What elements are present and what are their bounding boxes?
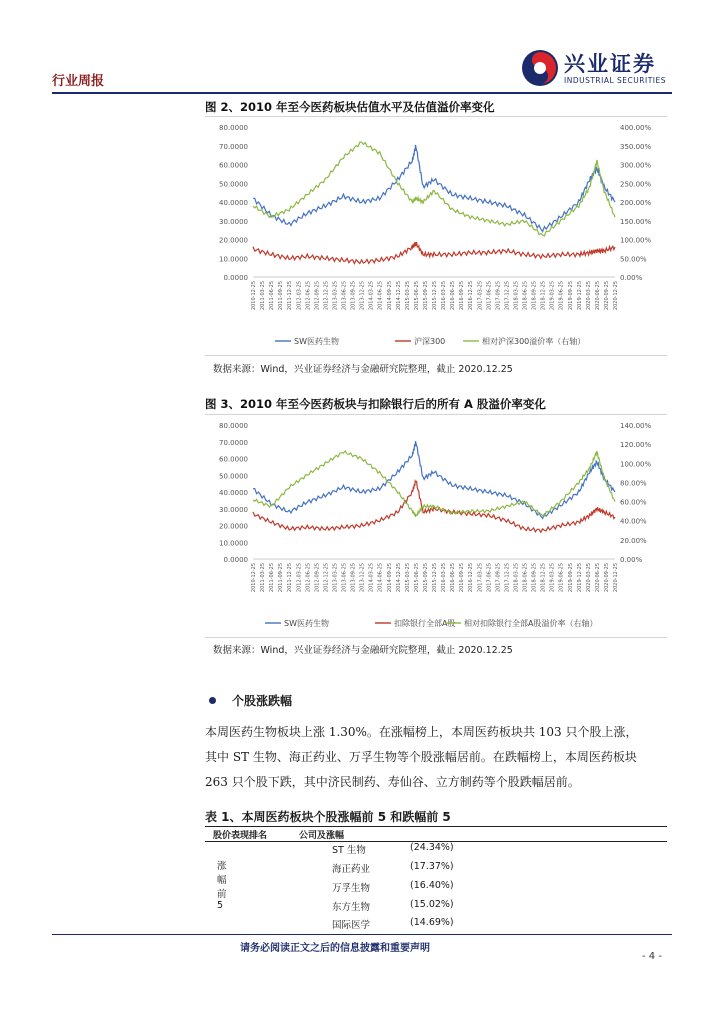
legend-entry: 扣除银行全部A股 [394, 619, 456, 628]
legend-entry: 沪深300 [414, 337, 446, 346]
footer-divider [52, 934, 672, 935]
table-header [205, 826, 667, 842]
x-tick-label: 2014-03-25 [368, 563, 375, 593]
x-tick-label: 2012-06-25 [305, 563, 312, 593]
x-tick-label: 2012-12-25 [323, 563, 330, 593]
footer-disclaimer: 请务必阅读正文之后的信息披露和重要声明 [240, 943, 430, 954]
legend-entry: SW医药生物 [284, 619, 329, 628]
y2-tick-label: 40.00% [620, 517, 647, 526]
x-tick-label: 2015-09-25 [422, 281, 429, 311]
x-tick-label: 2014-12-25 [395, 281, 402, 311]
table-row-value: (15.02%) [410, 899, 454, 910]
y2-tick-label: 150.00% [620, 217, 652, 226]
table-row-value: (14.69%) [410, 917, 454, 928]
x-tick-label: 2016-03-25 [441, 281, 448, 311]
y-tick-label: 50.0000 [219, 472, 248, 481]
x-tick-label: 2019-12-25 [576, 563, 583, 593]
legend-entry: 相对沪深300溢价率（右轴） [482, 337, 586, 346]
x-tick-label: 2015-09-25 [422, 563, 429, 593]
x-tick-label: 2018-09-25 [531, 281, 538, 311]
x-tick-label: 2012-06-25 [305, 281, 312, 311]
y-tick-label: 70.0000 [219, 438, 248, 447]
y-tick-label: 30.0000 [219, 217, 248, 226]
x-tick-label: 2017-12-25 [504, 281, 511, 311]
table-row-name: 国际医学 [332, 920, 371, 931]
x-tick-label: 2017-06-25 [486, 563, 493, 593]
table-row-name: 东方生物 [332, 902, 371, 913]
x-tick-label: 2015-12-25 [432, 281, 438, 311]
figure-2-svg [205, 117, 667, 355]
y2-tick-label: 50.00% [620, 255, 647, 264]
table-row-name: 万孚生物 [332, 883, 371, 894]
y2-tick-label: 300.00% [620, 161, 652, 170]
x-tick-label: 2019-12-25 [576, 281, 583, 311]
x-tick-label: 2013-09-25 [350, 281, 357, 311]
x-tick-label: 2010-12-25 [251, 563, 257, 593]
y-tick-label: 0.0000 [223, 556, 248, 564]
y2-tick-label: 80.00% [620, 479, 647, 488]
x-tick-label: 2012-03-25 [296, 563, 303, 593]
x-tick-label: 2018-12-25 [540, 281, 547, 311]
x-tick-label: 2011-12-25 [287, 281, 294, 311]
legend-entry: SW医药生物 [294, 337, 339, 346]
x-tick-label: 2012-12-25 [323, 281, 330, 311]
y-tick-label: 20.0000 [219, 522, 248, 531]
col-header-rank: 股价表现排名 [213, 831, 268, 841]
x-tick-label: 2016-03-25 [441, 563, 448, 593]
x-tick-label: 2016-12-25 [468, 281, 475, 311]
figure-2-source: 数据来源：Wind，兴业证券经济与金融研究院整理，截止 2020.12.25 [213, 364, 513, 375]
figure-3-title: 图 3、2010 年至今医药板块与扣除银行后的所有 A 股溢价率变化 [205, 397, 546, 411]
y2-tick-label: 350.00% [620, 142, 652, 151]
logo-en-text: INDUSTRIAL SECURITIES [564, 76, 666, 85]
y-tick-label: 80.0000 [219, 124, 248, 132]
y2-tick-label: 100.00% [620, 236, 652, 245]
x-tick-label: 2018-03-25 [513, 281, 520, 311]
x-tick-label: 2020-12-25 [613, 281, 619, 311]
y-tick-label: 10.0000 [219, 539, 248, 548]
x-tick-label: 2011-12-25 [287, 563, 294, 593]
logo-cn-text: 兴业证券 [564, 52, 656, 76]
page-number: - 4 - [642, 951, 662, 962]
x-tick-label: 2016-06-25 [450, 563, 457, 593]
y2-tick-label: 20.00% [620, 536, 647, 545]
x-tick-label: 2019-03-25 [549, 281, 556, 311]
table-row-name: ST 生物 [332, 845, 366, 856]
y2-tick-label: 60.00% [620, 498, 647, 507]
x-tick-label: 2015-03-25 [404, 563, 411, 593]
x-tick-label: 2016-12-25 [468, 563, 475, 593]
paragraph-line: 263 只个股下跌，其中济民制药、寿仙谷、立方制药等个股跌幅居前。 [205, 775, 580, 789]
figure-2-chart [205, 116, 667, 356]
y2-tick-label: 120.00% [620, 441, 652, 450]
y-tick-label: 10.0000 [219, 255, 248, 264]
y-tick-label: 60.0000 [219, 455, 248, 464]
figure-3-chart [205, 414, 667, 638]
x-tick-label: 2015-12-25 [432, 563, 438, 593]
y2-tick-label: 0.00% [620, 274, 643, 282]
x-tick-label: 2018-06-25 [522, 563, 529, 593]
section-bullet-icon [209, 697, 216, 704]
x-tick-label: 2011-09-25 [278, 563, 285, 593]
x-tick-label: 2014-06-25 [377, 563, 384, 593]
x-tick-label: 2013-12-25 [359, 281, 366, 311]
x-tick-label: 2014-03-25 [368, 281, 375, 311]
x-tick-label: 2017-06-25 [486, 281, 493, 311]
y2-tick-label: 100.00% [620, 460, 652, 469]
x-tick-label: 2019-03-25 [549, 563, 556, 593]
section-paragraph [205, 720, 667, 795]
y2-tick-label: 0.00% [620, 556, 643, 564]
x-tick-label: 2016-09-25 [459, 281, 466, 311]
x-tick-label: 2014-09-25 [386, 563, 393, 593]
y-tick-label: 30.0000 [219, 505, 248, 514]
header-divider [52, 92, 672, 94]
x-tick-label: 2013-03-25 [332, 563, 339, 593]
table-row-value: (24.34%) [410, 842, 454, 853]
y-tick-label: 70.0000 [219, 142, 248, 151]
gainers-table [205, 826, 667, 842]
table-row-value: (16.40%) [410, 880, 454, 891]
x-tick-label: 2015-06-25 [413, 281, 420, 311]
x-tick-label: 2016-09-25 [459, 563, 466, 593]
series-line [253, 145, 615, 232]
y2-tick-label: 400.00% [620, 124, 652, 132]
x-tick-label: 2011-06-25 [269, 563, 276, 593]
x-tick-label: 2014-12-25 [395, 563, 402, 593]
x-tick-label: 2020-03-25 [585, 281, 592, 311]
x-tick-label: 2019-09-25 [567, 281, 574, 311]
x-tick-label: 2017-03-25 [477, 281, 484, 311]
table-row-value: (17.37%) [410, 861, 454, 872]
x-tick-label: 2013-12-25 [359, 563, 366, 593]
x-tick-label: 2019-09-25 [567, 563, 574, 593]
x-tick-label: 2016-06-25 [450, 281, 457, 311]
x-tick-label: 2014-09-25 [386, 281, 393, 311]
x-tick-label: 2015-06-25 [413, 563, 420, 593]
x-tick-label: 2013-03-25 [332, 281, 339, 311]
x-tick-label: 2018-06-25 [522, 281, 529, 311]
x-tick-label: 2017-03-25 [477, 563, 484, 593]
col-header-company: 公司及涨幅 [299, 831, 345, 841]
x-tick-label: 2011-03-25 [260, 563, 267, 593]
series-line [253, 242, 615, 263]
legend-entry: 相对扣除银行全部A股溢价率（右轴） [464, 619, 598, 628]
y-tick-label: 40.0000 [219, 489, 248, 497]
x-tick-label: 2020-12-25 [613, 563, 619, 593]
y2-tick-label: 250.00% [620, 180, 652, 189]
x-tick-label: 2012-03-25 [296, 281, 303, 311]
y2-tick-label: 140.00% [620, 422, 652, 430]
x-tick-label: 2011-06-25 [269, 281, 276, 311]
x-tick-label: 2017-09-25 [495, 281, 502, 311]
y2-tick-label: 200.00% [620, 199, 652, 207]
x-tick-label: 2011-03-25 [260, 281, 267, 311]
x-tick-label: 2019-06-25 [558, 563, 565, 593]
y-tick-label: 20.0000 [219, 236, 248, 245]
x-tick-label: 2020-06-25 [594, 563, 601, 593]
y-tick-label: 80.0000 [219, 422, 248, 430]
x-tick-label: 2018-12-25 [540, 563, 547, 593]
x-tick-label: 2020-09-25 [603, 563, 610, 593]
y-tick-label: 40.0000 [219, 199, 248, 207]
x-tick-label: 2013-09-25 [350, 563, 357, 593]
x-tick-label: 2020-03-25 [585, 563, 592, 593]
group-label: 涨幅前 5 [217, 861, 227, 911]
x-tick-label: 2014-06-25 [377, 281, 384, 311]
figure-3-source: 数据来源：Wind，兴业证券经济与金融研究院整理，截止 2020.12.25 [213, 645, 513, 656]
report-type-title: 行业周报 [52, 74, 105, 89]
x-tick-label: 2017-09-25 [495, 563, 502, 593]
company-logo [520, 46, 670, 90]
series-line [253, 142, 615, 236]
x-tick-label: 2020-09-25 [603, 281, 610, 311]
x-tick-label: 2018-09-25 [531, 563, 538, 593]
section-heading: 个股涨跌幅 [232, 694, 293, 708]
x-tick-label: 2019-06-25 [558, 281, 565, 311]
x-tick-label: 2010-12-25 [251, 281, 257, 311]
y-tick-label: 50.0000 [219, 180, 248, 189]
x-tick-label: 2012-09-25 [314, 563, 321, 593]
table-row-name: 海正药业 [332, 864, 371, 875]
x-tick-label: 2013-06-25 [341, 281, 348, 311]
x-tick-label: 2018-03-25 [513, 563, 520, 593]
paragraph-line: 其中 ST 生物、海正药业、万孚生物等个股涨幅居前。在跌幅榜上，本周医药板块 [205, 750, 637, 764]
x-tick-label: 2020-06-25 [594, 281, 601, 311]
x-tick-label: 2013-06-25 [341, 563, 348, 593]
logo-mark-icon [520, 48, 560, 88]
x-tick-label: 2015-03-25 [404, 281, 411, 311]
figure-3-svg [205, 415, 667, 637]
x-tick-label: 2012-09-25 [314, 281, 321, 311]
x-tick-label: 2011-09-25 [278, 281, 285, 311]
x-tick-label: 2017-12-25 [504, 563, 511, 593]
figure-2-title: 图 2、2010 年至今医药板块估值水平及估值溢价率变化 [205, 100, 495, 114]
y-tick-label: 0.0000 [223, 274, 248, 282]
table-title: 表 1、本周医药板块个股涨幅前 5 和跌幅前 5 [205, 810, 451, 824]
y-tick-label: 60.0000 [219, 161, 248, 170]
paragraph-line: 本周医药生物板块上涨 1.30%。在涨幅榜上，本周医药板块共 103 只个股上涨， [205, 725, 638, 739]
